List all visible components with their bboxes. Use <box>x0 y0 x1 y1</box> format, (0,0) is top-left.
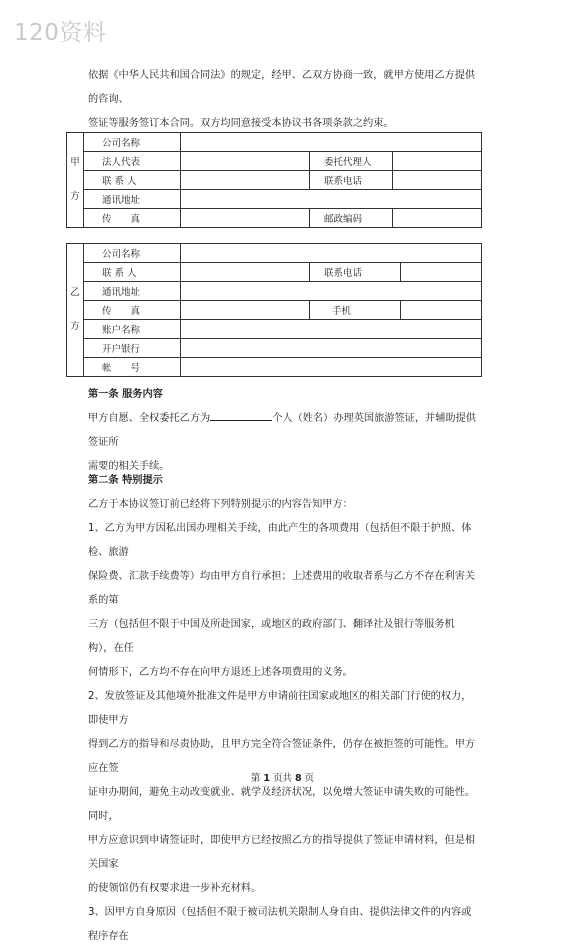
party-b-label-fax: 传 真 <box>84 301 181 320</box>
footer-suffix: 页 <box>301 773 315 784</box>
party-a-side-char-1: 甲 <box>70 157 80 168</box>
article-2-line: 乙方于本协议签订前已经将下列特别提示的内容告知甲方： <box>88 499 353 510</box>
party-b-account-no-field <box>181 358 482 377</box>
party-b-label-account-name: 账户名称 <box>84 320 181 339</box>
article-2-line: 得到乙方的指导和尽责协助，且甲方完全符合签证条件，仍存在被拒签的可能性。甲方应在签 <box>88 739 476 774</box>
article-1-text-before: 甲方自愿、全权委托乙方为 <box>88 413 211 424</box>
party-a-label-address: 通讯地址 <box>84 190 181 209</box>
party-b-account-name-field <box>181 320 482 339</box>
footer-middle: 页共 <box>269 773 296 784</box>
party-b-label-bank: 开户银行 <box>84 339 181 358</box>
party-a-label-agent: 委托代理人 <box>310 152 393 171</box>
party-a-label-legal-rep: 法人代表 <box>84 152 181 171</box>
intro-line-1: 依据《中华人民共和国合同法》的规定，经甲、乙双方协商一致，就甲方使用乙方提供的咨询、 <box>88 70 476 105</box>
footer-total-pages: 8 <box>295 773 302 784</box>
party-b-label-mobile: 手机 <box>310 301 401 320</box>
party-b-table <box>66 243 482 377</box>
party-a-legal-rep-field <box>181 152 310 171</box>
article-2-heading: 第二条 特别提示 <box>88 475 163 486</box>
article-2-line: 3、因甲方自身原因（包括但不限于被司法机关限制人身自由、提供法律文件的内容或程序存在 <box>88 907 472 942</box>
party-b-label-account-no: 帐 号 <box>84 358 181 377</box>
party-a-company-field <box>181 133 482 152</box>
article-1-section <box>88 383 480 479</box>
article-2-line: 三方（包括但不限于中国及所赴国家，或地区的政府部门、翻译社及银行等服务机构），在任 <box>88 619 455 654</box>
party-b-phone-field <box>401 263 482 282</box>
footer-prefix: 第 <box>250 773 264 784</box>
party-b-label-address: 通讯地址 <box>84 282 181 301</box>
party-b-side-char-1: 乙 <box>70 287 80 298</box>
party-a-side-label <box>67 133 84 228</box>
article-2-line: 1、乙方为甲方因私出国办理相关手续，由此产生的各项费用（包括但不限于护照、体检、旅游 <box>88 523 472 558</box>
party-b-label-contact: 联 系 人 <box>84 263 181 282</box>
article-2-line: 的使领馆仍有权要求进一步补充材料。 <box>88 883 262 894</box>
party-a-contact-field <box>181 171 310 190</box>
party-b-label-company: 公司名称 <box>84 244 181 263</box>
article-1-line-1 <box>88 407 480 455</box>
party-b-contact-field <box>181 263 310 282</box>
party-a-agent-field <box>393 152 482 171</box>
article-1-line-2: 需要的相关手续。 <box>88 461 170 472</box>
party-a-table <box>66 132 482 228</box>
party-a-label-phone: 联系电话 <box>310 171 393 190</box>
watermark-logo: 120资料 <box>14 20 107 46</box>
intro-paragraph <box>88 64 480 136</box>
party-a-label-contact: 联 系 人 <box>84 171 181 190</box>
party-a-label-postcode: 邮政编码 <box>310 209 393 228</box>
article-2-line: 何情形下，乙方均不存在向甲方退还上述各项费用的义务。 <box>88 667 353 678</box>
client-name-blank <box>210 408 272 421</box>
article-2-line: 甲方应意识到申请签证时，即使甲方已经按照乙方的指导提供了签证申请材料，但是相关国家 <box>88 835 476 870</box>
party-b-side-label <box>67 244 84 377</box>
party-a-address-field <box>181 190 482 209</box>
article-2-section <box>88 469 480 949</box>
party-b-company-field <box>181 244 482 263</box>
article-1-heading: 第一条 服务内容 <box>88 389 163 400</box>
party-b-fax-field <box>181 301 310 320</box>
party-b-side-char-2: 方 <box>70 321 80 332</box>
footer-page-number: 1 <box>263 773 270 784</box>
party-a-phone-field <box>393 171 482 190</box>
intro-line-2: 签证等服务签订本合同。双方均同意接受本协议书各项条款之约束。 <box>88 118 394 129</box>
party-b-bank-field <box>181 339 482 358</box>
party-b-address-field <box>181 282 482 301</box>
article-2-line: 证申办期间，避免主动改变就业、就学及经济状况，以免增大签证申请失败的可能性。同时， <box>88 787 476 822</box>
party-b-label-phone: 联系电话 <box>310 263 401 282</box>
page-footer <box>0 770 565 784</box>
article-2-line: 2、发放签证及其他境外批准文件是甲方申请前往国家或地区的相关部门行使的权力，即使甲方 <box>88 691 472 726</box>
party-a-fax-field <box>181 209 310 228</box>
party-a-label-fax: 传 真 <box>84 209 181 228</box>
party-a-label-company: 公司名称 <box>84 133 181 152</box>
party-a-side-char-2: 方 <box>70 191 80 202</box>
article-2-line: 保险费、汇款手续费等）均由甲方自行承担；上述费用的收取者系与乙方不存在利害关系的第 <box>88 571 476 606</box>
party-a-postcode-field <box>393 209 482 228</box>
article-1-text-after: 个人（姓名）办理英国旅游签证，并辅助提供签证所 <box>88 413 476 448</box>
party-b-mobile-field <box>401 301 482 320</box>
